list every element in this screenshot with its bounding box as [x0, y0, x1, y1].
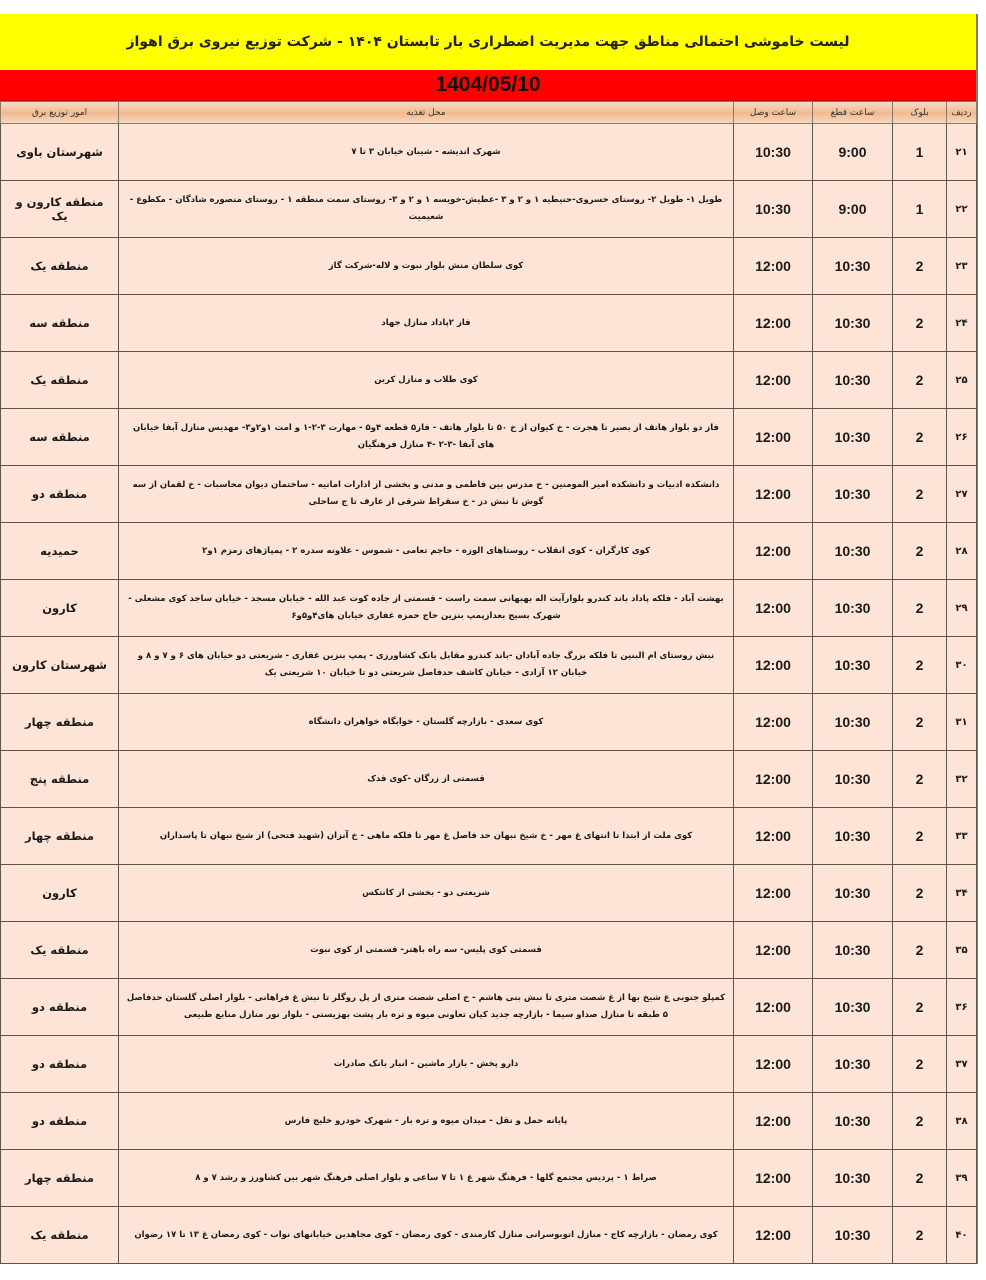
block-number: 1 — [893, 181, 947, 238]
row-number: ۲۶ — [947, 409, 977, 466]
cut-time: 10:30 — [813, 808, 893, 865]
row-number: ۳۰ — [947, 637, 977, 694]
reconnect-time: 10:30 — [734, 181, 813, 238]
block-number: 2 — [893, 1150, 947, 1207]
cut-time: 10:30 — [813, 1207, 893, 1264]
cut-time: 10:30 — [813, 466, 893, 523]
col-header-row: ردیف — [947, 102, 977, 124]
row-number: ۳۹ — [947, 1150, 977, 1207]
row-number: ۳۶ — [947, 979, 977, 1036]
block-number: 2 — [893, 979, 947, 1036]
block-number: 2 — [893, 580, 947, 637]
table-row — [1, 979, 977, 1036]
table-row — [1, 694, 977, 751]
row-number: ۲۲ — [947, 181, 977, 238]
row-number: ۴۰ — [947, 1207, 977, 1264]
cut-time: 10:30 — [813, 865, 893, 922]
page-title: لیست خاموشی احتمالی مناطق جهت مدیریت اضطراری بار تابستان ۱۴۰۴ - شرکت توزیع نیروی برق اهواز — [126, 34, 850, 50]
block-number: 2 — [893, 1207, 947, 1264]
table-row — [1, 751, 977, 808]
distribution-district: کارون — [1, 580, 119, 637]
reconnect-time: 10:30 — [734, 124, 813, 181]
feed-location: کوی طلاب و منازل کربن — [119, 352, 734, 409]
reconnect-time: 12:00 — [734, 466, 813, 523]
cut-time: 10:30 — [813, 352, 893, 409]
table-row — [1, 580, 977, 637]
feed-location: شریعتی دو - بخشی از کانتکس — [119, 865, 734, 922]
table-header-row — [1, 102, 977, 124]
feed-location: نبش روستای ام البنین تا فلکه بزرگ جاده آبادان -باند کندرو مقابل بانک کشاورزی - پمپ بنزین غفاری - شریعتی دو خیابان های ۶ و ۷ و ۸ و خیابان ۱۲ آزادی - خیابان کاشف حدفاصل شریعتی دو تا خیابان ۱۰ شریعتی یک — [119, 637, 734, 694]
feed-location: فاز دو بلوار هاتف از بصیر تا هجرت - خ کیوان از خ ۵۰ تا بلوار هاتف - فاز۵ قطعه ۴و۵ - مهارت ۳-۲-۱ و امت ۱و۲و۳- مهدیس منازل آبفا خیابان های آبفا -۳-۲ -۴ منازل فرهنگیان — [119, 409, 734, 466]
col-header-location: محل تغذیه — [119, 102, 734, 124]
distribution-district: منطقه سه — [1, 295, 119, 352]
schedule-date: 1404/05/10 — [435, 73, 541, 96]
title-banner — [0, 14, 976, 70]
reconnect-time: 12:00 — [734, 238, 813, 295]
table-row — [1, 352, 977, 409]
cut-time: 9:00 — [813, 181, 893, 238]
distribution-district: منطقه چهار — [1, 808, 119, 865]
table-row — [1, 124, 977, 181]
cut-time: 10:30 — [813, 1150, 893, 1207]
cut-time: 10:30 — [813, 751, 893, 808]
cut-time: 10:30 — [813, 637, 893, 694]
row-number: ۲۵ — [947, 352, 977, 409]
cut-time: 10:30 — [813, 922, 893, 979]
reconnect-time: 12:00 — [734, 1150, 813, 1207]
cut-time: 10:30 — [813, 1036, 893, 1093]
reconnect-time: 12:00 — [734, 865, 813, 922]
distribution-district: منطقه یک — [1, 922, 119, 979]
distribution-district: شهرستان کارون — [1, 637, 119, 694]
table-row — [1, 181, 977, 238]
reconnect-time: 12:00 — [734, 580, 813, 637]
reconnect-time: 12:00 — [734, 922, 813, 979]
distribution-district: حمیدیه — [1, 523, 119, 580]
distribution-district: منطقه دو — [1, 1036, 119, 1093]
table-body — [1, 124, 977, 1264]
reconnect-time: 12:00 — [734, 637, 813, 694]
row-number: ۲۳ — [947, 238, 977, 295]
feed-location: طویل ۱- طویل ۲- روستای خسروی-حنیطیه ۱ و ۲ و ۳ -عطیش-خویسه ۱ و ۲ و ۳- روستای سمت منطقه ۱ - روستای منصوره شادگان - مکطوع - شعیمیت — [119, 181, 734, 238]
table-row — [1, 865, 977, 922]
col-header-cut-time: ساعت قطع — [813, 102, 893, 124]
row-number: ۲۱ — [947, 124, 977, 181]
table-row — [1, 1036, 977, 1093]
distribution-district: منطقه دو — [1, 466, 119, 523]
feed-location: صراط ۱ - پردیس مجتمع گلها - فرهنگ شهر غ ۱ تا ۷ ساعی و بلوار اصلی فرهنگ شهر بین کشاورز و رشد ۷ و ۸ — [119, 1150, 734, 1207]
table-row — [1, 409, 977, 466]
table-row — [1, 1093, 977, 1150]
table-row — [1, 922, 977, 979]
distribution-district: کارون — [1, 865, 119, 922]
table-row — [1, 295, 977, 352]
reconnect-time: 12:00 — [734, 751, 813, 808]
date-banner — [0, 70, 976, 101]
block-number: 2 — [893, 238, 947, 295]
feed-location: کمپلو جنوبی غ شیخ بها از غ شصت متری تا نبش بنی هاشم - خ اصلی شصت متری از پل روگلر تا نبش غ فراهانی - بلوار اصلی گلستان حدفاصل ۵ طبقه تا منازل صداو سیما - بازارچه جدید کیان تعاونی میوه و تره بار پشت بهزیستی - بلوار نور منازل منابع طبیعی — [119, 979, 734, 1036]
col-header-reconnect-time: ساعت وصل — [734, 102, 813, 124]
block-number: 2 — [893, 466, 947, 523]
table-row — [1, 808, 977, 865]
feed-location: بهشت آباد - فلکه پاداد باند کندرو بلوارآیت اله بهبهانی سمت راست - قسمتی از جاده کوت عبد الله - خیابان مسجد - خیابان ساجد کوی مشعلی - شهرک بسیج بعدازپمپ بنزین حاج حمزه غفاری خیابان های۴و۵و۶ — [119, 580, 734, 637]
feed-location: کوی رمضان - بازارچه کاج - منازل اتوبوسرانی منازل کارمندی - کوی رمضان - کوی مجاهدین خیابانهای نواب - کوی رمضان غ ۱۳ تا ۱۷ رضوان — [119, 1207, 734, 1264]
block-number: 2 — [893, 1036, 947, 1093]
block-number: 2 — [893, 409, 947, 466]
cut-time: 10:30 — [813, 238, 893, 295]
row-number: ۳۷ — [947, 1036, 977, 1093]
block-number: 2 — [893, 694, 947, 751]
distribution-district: منطقه یک — [1, 1207, 119, 1264]
col-header-block: بلوک — [893, 102, 947, 124]
row-number: ۲۸ — [947, 523, 977, 580]
row-number: ۳۲ — [947, 751, 977, 808]
cut-time: 10:30 — [813, 979, 893, 1036]
row-number: ۳۸ — [947, 1093, 977, 1150]
row-number: ۲۹ — [947, 580, 977, 637]
table-row — [1, 1207, 977, 1264]
distribution-district: شهرستان باوی — [1, 124, 119, 181]
col-header-district: امور توزیع برق — [1, 102, 119, 124]
block-number: 2 — [893, 808, 947, 865]
row-number: ۲۷ — [947, 466, 977, 523]
feed-location: قسمتی از زرگان -کوی فدک — [119, 751, 734, 808]
reconnect-time: 12:00 — [734, 694, 813, 751]
block-number: 2 — [893, 523, 947, 580]
cut-time: 10:30 — [813, 580, 893, 637]
feed-location: دارو پخش - بازار ماشین - انبار بانک صادرات — [119, 1036, 734, 1093]
feed-location: کوی سعدی - بازارچه گلستان - خوابگاه خواهران دانشگاه — [119, 694, 734, 751]
cut-time: 10:30 — [813, 1093, 893, 1150]
reconnect-time: 12:00 — [734, 409, 813, 466]
block-number: 2 — [893, 1093, 947, 1150]
block-number: 1 — [893, 124, 947, 181]
feed-location: شهرک اندیشه - شیبان خیابان ۳ تا ۷ — [119, 124, 734, 181]
cut-time: 10:30 — [813, 295, 893, 352]
distribution-district: منطقه پنج — [1, 751, 119, 808]
outage-schedule-sheet — [0, 14, 978, 1264]
distribution-district: منطقه چهار — [1, 1150, 119, 1207]
distribution-district: منطقه دو — [1, 979, 119, 1036]
row-number: ۲۴ — [947, 295, 977, 352]
feed-location: دانشکده ادبیات و دانشکده امیر المومنین - خ مدرس بین فاطمی و مدنی و بخشی از ادارات امانیه - ساختمان دیوان محاسبات - خ لقمان از سه گوش تا نبش دز - خ سقراط شرقی از عارف تا ج ساحلی — [119, 466, 734, 523]
feed-location: فاز ۲پاداد منازل جهاد — [119, 295, 734, 352]
feed-location: کوی ملت از ابتدا تا انتهای غ مهر - خ شیخ نبهان حد فاصل غ مهر تا فلکه ماهی - خ آنزان (شهید فتحی) از شیخ نبهان تا پاسداران — [119, 808, 734, 865]
feed-location: پایانه حمل و نقل - میدان میوه و تره بار - شهرک خودرو خلیج فارس — [119, 1093, 734, 1150]
distribution-district: منطقه چهار — [1, 694, 119, 751]
row-number: ۳۴ — [947, 865, 977, 922]
table-row — [1, 238, 977, 295]
cut-time: 10:30 — [813, 409, 893, 466]
block-number: 2 — [893, 865, 947, 922]
distribution-district: منطقه یک — [1, 238, 119, 295]
reconnect-time: 12:00 — [734, 1207, 813, 1264]
reconnect-time: 12:00 — [734, 808, 813, 865]
block-number: 2 — [893, 352, 947, 409]
reconnect-time: 12:00 — [734, 979, 813, 1036]
row-number: ۳۵ — [947, 922, 977, 979]
block-number: 2 — [893, 922, 947, 979]
table-row — [1, 1150, 977, 1207]
row-number: ۳۱ — [947, 694, 977, 751]
distribution-district: منطقه دو — [1, 1093, 119, 1150]
reconnect-time: 12:00 — [734, 1093, 813, 1150]
table-row — [1, 466, 977, 523]
cut-time: 10:30 — [813, 523, 893, 580]
block-number: 2 — [893, 637, 947, 694]
distribution-district: منطقه سه — [1, 409, 119, 466]
block-number: 2 — [893, 295, 947, 352]
cut-time: 10:30 — [813, 694, 893, 751]
reconnect-time: 12:00 — [734, 295, 813, 352]
distribution-district: منطقه کارون و یک — [1, 181, 119, 238]
distribution-district: منطقه یک — [1, 352, 119, 409]
reconnect-time: 12:00 — [734, 1036, 813, 1093]
feed-location: قسمتی کوی پلیس- سه راه باهنر- قسمتی از کوی نبوت — [119, 922, 734, 979]
outage-table — [0, 101, 977, 1264]
reconnect-time: 12:00 — [734, 352, 813, 409]
reconnect-time: 12:00 — [734, 523, 813, 580]
table-row — [1, 637, 977, 694]
row-number: ۳۳ — [947, 808, 977, 865]
block-number: 2 — [893, 751, 947, 808]
feed-location: کوی کارگران - کوی انقلاب - روستاهای الوزه - حاجم تعامی - شموس - علاونه سدره ۲ - پمپاژهای زمزم ۱و۲ — [119, 523, 734, 580]
feed-location: کوی سلطان منش بلوار نبوت و لاله-شرکت گاز — [119, 238, 734, 295]
cut-time: 9:00 — [813, 124, 893, 181]
table-row — [1, 523, 977, 580]
